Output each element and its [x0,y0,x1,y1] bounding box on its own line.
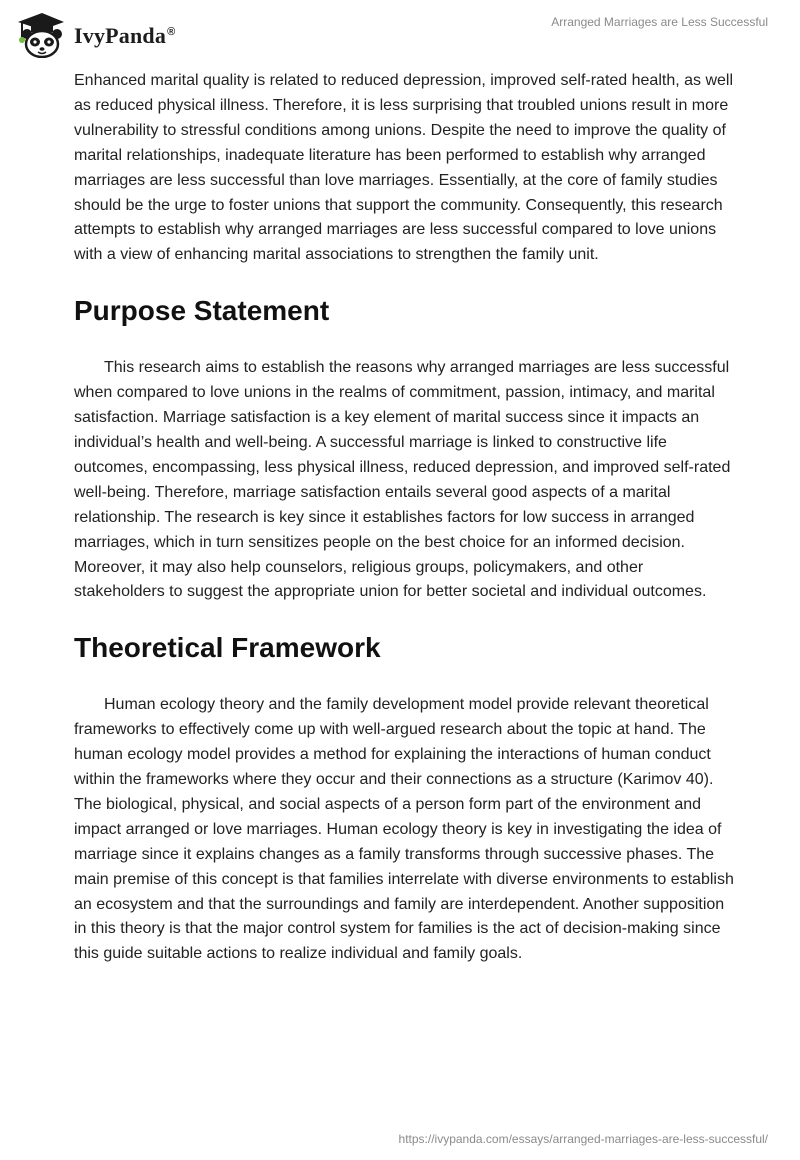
theoretical-framework-paragraph: Human ecology theory and the family development model provide relevant theoretical frameworks to effectively come up with well-argued research about the topic at hand. The human ecology model provides a method for explaining the interactions of human conduct within the frameworks where they occur and their connections as a structure (Karimov 40). The biological, physical, and social aspects of a person form part of the environment and impact arranged or love marriages. Human ecology theory is key in investigating the idea of marriage since it explains changes as a family transforms through successive phases. The main premise of this concept is that families interrelate with diverse environments to establish an ecosystem and that the surroundings and family are interdependent. Another supposition in this theory is that the major control system for families is the act of decision-making since this guide suitable actions to realize individual and family goals. [74,696,734,963]
purpose-statement-paragraph: This research aims to establish the reasons why arranged marriages are less successful when compared to love unions in the realms of commitment, passion, intimacy, and marital satisfaction. Marriage satisfaction is a key element of marital success since it impacts an individual’s health and well-being. A successful marriage is linked to constructive life outcomes, encompassing, less physical illness, reduced depression, and improved self-rated well-being. Therefore, marriage satisfaction entails several good aspects of a marital relationship. The research is key since it establishes factors for low success in arranged marriages, which in turn sensitizes people on the best choice for an informed decision. Moreover, it may also help counselors, religious groups, policymakers, and other stakeholders to suggest the appropriate union for better societal and individual outcomes. [74,359,731,601]
logo-wordmark: IvyPanda® [74,23,176,48]
section-heading-theoretical-framework: Theoretical Framework [74,632,381,664]
panda-graduation-cap-icon [14,10,66,58]
registered-mark: ® [167,25,176,38]
section-heading-purpose-statement: Purpose Statement [74,295,330,327]
ivypanda-logo[interactable] [14,10,175,58]
essay-content [74,69,734,967]
document-title: Arranged Marriages are Less Successful [551,15,768,29]
source-url[interactable]: https://ivypanda.com/essays/arranged-marriages-are-less-successful/ [398,1132,768,1146]
page-header [0,0,800,70]
intro-paragraph: Enhanced marital quality is related to reduced depression, improved self-rated health, as well as reduced physical illness. Therefore, it is less surprising that troubled unions result in more vulnerability to stressful conditions among unions. Despite the need to improve the quality of marital relationships, inadequate literature has been performed to establish why arranged marriages are less successful than love marriages. Essentially, at the core of family studies should be the urge to foster unions that support the community. Consequently, this research attempts to establish why arranged marriages are less successful compared to love unions with a view of enhancing marital associations to strengthen the family unit. [74,72,734,264]
